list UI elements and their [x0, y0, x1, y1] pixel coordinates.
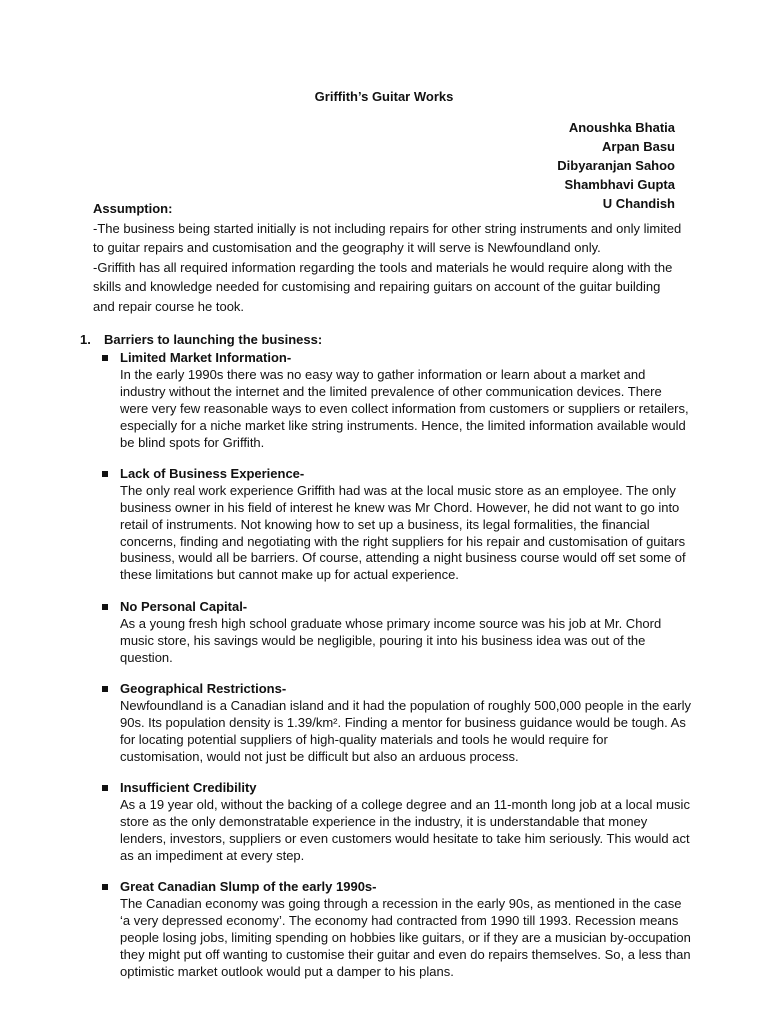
list-item [102, 599, 692, 667]
document-title: Griffith’s Guitar Works [314, 89, 454, 104]
section-title: Barriers to launching the business: [104, 332, 323, 347]
assumption-block [93, 199, 683, 316]
square-bullet-icon [102, 686, 108, 692]
item-text: In the early 1990s there was no easy way to gather information or learn about a market and industry without the internet and the limited prevalence of other communication devices. There were very few reasonable ways to even collect information from customers or suppliers or retailers, especially for a niche market like string instruments. Hence, the limited information available would be blind spots for Griffith. [120, 366, 689, 450]
item-text: As a young fresh high school graduate whose primary income source was his job at Mr. Chord music store, his savings would be negligible, pouring it into his business idea was out of the question. [120, 615, 662, 665]
list-item [102, 350, 692, 451]
list-item [102, 879, 692, 980]
list-item [102, 681, 692, 766]
square-bullet-icon [102, 604, 108, 610]
item-title: Lack of Business Experience- [120, 465, 305, 481]
square-bullet-icon [102, 471, 108, 477]
section-barriers [80, 331, 692, 995]
section-number: 1. [80, 332, 91, 347]
author-name: Arpan Basu [602, 139, 675, 154]
item-title: No Personal Capital- [120, 598, 248, 614]
item-text: The only real work experience Griffith had was at the local music store as an employee. The only business owner in his field of interest he knew was Mr Chord. However, he did not want to go into retail of instruments. Not knowing how to set up a business, its legal formalities, the financial concerns, finding and negotiating with the right suppliers for his repair and customisation of guitars business, would all be barriers. Of course, attending a night business course would off set some of these limitations but cannot make up for actual experience. [120, 482, 686, 583]
item-text: The Canadian economy was going through a recession in the early 90s, as mentioned in the case ‘a very depressed economy’. The economy had contracted from 1990 till 1993. Recession means people losing jobs, limiting spending on hobbies like guitars, or if they are a musician by-occupation they might put off wanting to customise their guitar and even do repairs themselves. So, a less than optimistic market outlook would put a damper to his plans. [120, 895, 691, 979]
assumption-paragraph: -Griffith has all required information regarding the tools and materials he would require along with the skills and knowledge needed for customising and repairing guitars on account of the guitar building and repair course he took. [93, 259, 673, 314]
list-item [102, 780, 692, 865]
item-title: Geographical Restrictions- [120, 680, 287, 696]
item-title: Great Canadian Slump of the early 1990s- [120, 878, 377, 894]
item-text: As a 19 year old, without the backing of a college degree and an 11-month long job at a local music store as the only demonstratable experience in the industry, it is understandable that money lenders, investors, suppliers or even customers would hesitate to take him seriously. This would act as an impediment at every step. [120, 796, 690, 863]
square-bullet-icon [102, 785, 108, 791]
assumption-heading: Assumption: [93, 201, 173, 216]
section-heading [80, 331, 692, 348]
square-bullet-icon [102, 884, 108, 890]
author-name: U Chandish [602, 196, 675, 211]
square-bullet-icon [102, 355, 108, 361]
author-name: Anoushka Bhatia [568, 120, 675, 135]
item-title: Insufficient Credibility [120, 779, 257, 795]
item-title: Limited Market Information- [120, 350, 292, 365]
barrier-list [102, 350, 692, 980]
item-text: Newfoundland is a Canadian island and it had the population of roughly 500,000 people in the early 90s. Its population density is 1.39/km². Finding a mentor for business guidance would be tough. As for locating potential suppliers of high-quality materials and tools he would require for customisation, would not just be difficult but also an arduous process. [120, 697, 691, 764]
author-name: Shambhavi Gupta [564, 177, 675, 192]
author-name: Dibyaranjan Sahoo [557, 158, 675, 173]
list-item [102, 466, 692, 584]
assumption-paragraph: -The business being started initially is not including repairs for other string instruments and only limited to guitar repairs and customisation and the geography it will serve is Newfoundland only. [93, 220, 682, 255]
